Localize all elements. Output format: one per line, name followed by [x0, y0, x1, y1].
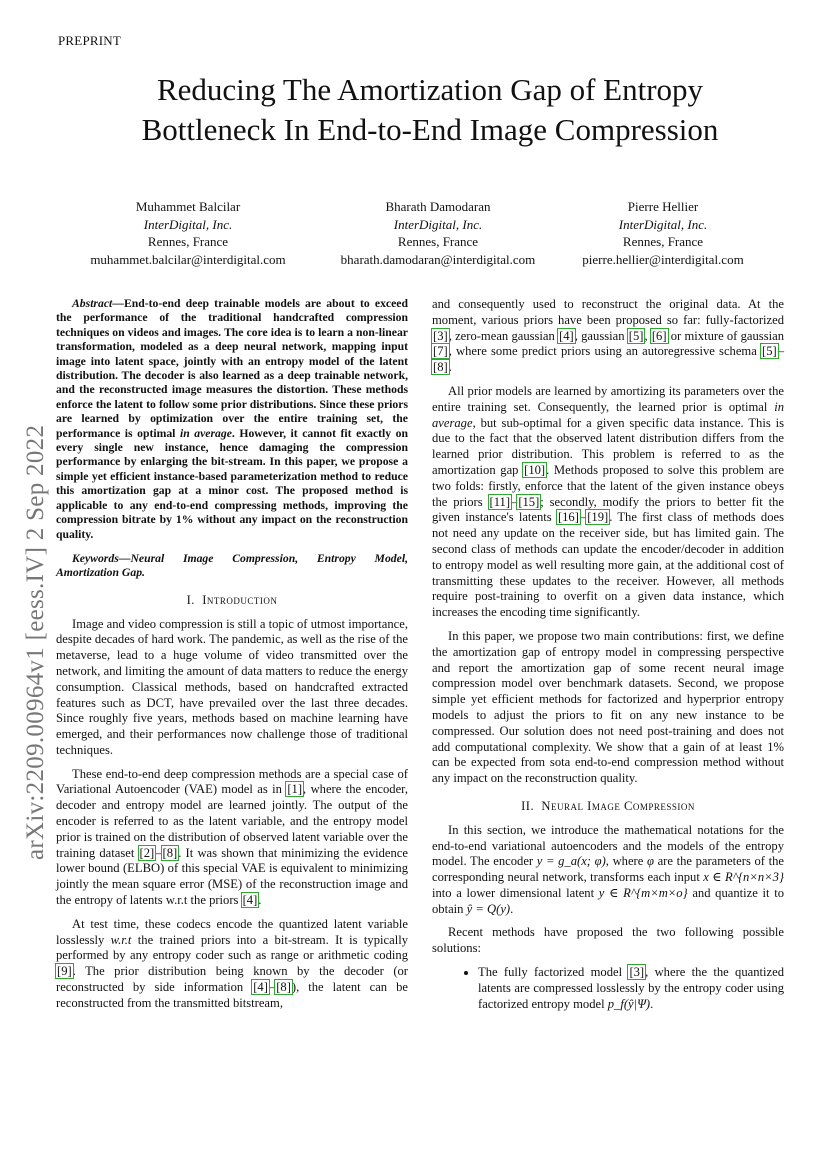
text-run: .	[258, 893, 262, 908]
section-heading-introduction	[56, 593, 408, 609]
title-line-1: Reducing The Amortization Gap of Entropy	[156, 72, 704, 107]
text-run: , where the encoder, decoder and entropy model are learned jointly. The output of the encoder is referred to as the latent variable, and the entropy model prior is trained on the distribution of observed latent variable over the training dataset	[56, 782, 408, 860]
text-run: All prior models are learned by amortizing its parameters over the entire training set. Consequently, the learned prior is optimal	[432, 383, 784, 414]
citation-link[interactable]: [1]	[287, 782, 303, 797]
text-run: w.r.t	[110, 932, 132, 947]
paragraph: Recent methods have proposed the two following possible solutions:	[432, 925, 784, 956]
section-number: II.	[521, 798, 535, 813]
math-inline: y = g_a(x; φ)	[536, 854, 606, 869]
text-run: are the parameters of the corresponding neural network, transforms each input	[432, 854, 784, 885]
paragraph	[432, 823, 784, 918]
citation-link[interactable]: [5]	[628, 328, 644, 343]
paragraph: At test time, these codecs encode the quantized latent variable losslessly w.r.t the trained priors into a bit-stream. It is typically performed by any entropy coder such as range or arithmetic coding [9]. The prior distribution being known by the decoder (or reconstructed by side information [4]–[8]), the latent can be reconstructed from the transmitted bitstream,	[56, 916, 408, 1010]
author-3	[568, 198, 758, 268]
list-item	[478, 965, 784, 1012]
math-inline: p_f(ŷ|Ψ)	[607, 996, 651, 1011]
citation-link[interactable]: [10]	[524, 462, 546, 477]
section-heading-neural-image-compression	[432, 799, 784, 815]
text-run: and consequently used to reconstruct the original data. At the moment, various priors have been proposed so far: fully-factorized	[432, 297, 784, 327]
paragraph: Image and video compression is still a topic of utmost importance, despite decades of hard work. The pandemic, as well as the rise of the metaverse, lead to a huge volume of video transmitted over the network, and limiting the amount of data matters to reduce the energy consumption. Classical methods, based on handcrafted extracted features such as DCT, have prevailed over the last three decades. Since roughly five years, methods based on machine learning have emerged, and their performances now challenge those of traditional techniques.	[56, 616, 408, 757]
section-number: I.	[186, 592, 195, 607]
author-2	[326, 198, 550, 268]
citation-link[interactable]: [16]	[557, 510, 579, 525]
citation-link[interactable]: [8]	[162, 845, 178, 860]
text-run: , where the the quantized latents are compressed losslessly by the entropy coder using factorized entropy model	[478, 965, 785, 1011]
author-affiliation: InterDigital, Inc.	[393, 216, 483, 232]
text-run: , where	[605, 854, 647, 869]
arxiv-stamp[interactable]: arXiv:2209.00964v1 [eess.IV] 2 Sep 2022	[22, 424, 49, 860]
keywords	[56, 552, 408, 581]
text-run: ,	[644, 328, 651, 343]
citation-link[interactable]: [15]	[518, 494, 540, 509]
paragraph: All prior models are learned by amortizing its parameters over the entire training set. Consequently, the learned prior is optimal in average, but sub-optimal for a given specific data instance. This is due to the fact that the observed latent distribution differs from the learned prior distribution. This problem is referred to as the amortization gap [10]. Methods proposed to solve this problem are two folds: firstly, enforce that the latent of the given instance obeys the priors [11]–[15]; secondly, modify the priors to better fit the given instance's latents [16]–[19]. The first class of methods does not need any update on the receiver side, but has limited gain. The second class of methods can update the encoder/decoder in addition to entropy model as well resulting more gain, at the additional cost of transmitting these updates to the receiver. However, all methods require post-training to overfit on a given data instance, which increases the encoding time significantly.	[432, 383, 784, 620]
citation-link[interactable]: [8]	[276, 980, 291, 995]
text-run: These end-to-end deep compression methods are a special case of Variational Autoencoder (VAE) model as in	[56, 766, 408, 797]
author-email[interactable]: bharath.damodaran@interdigital.com	[340, 251, 536, 267]
citation-link[interactable]: [6]	[651, 328, 667, 343]
author-affiliation: InterDigital, Inc.	[143, 216, 233, 232]
math-inline: ŷ = Q(y)	[466, 901, 511, 916]
citation-link[interactable]: [4]	[253, 980, 268, 995]
right-column	[432, 297, 784, 1012]
author-affiliation: InterDigital, Inc.	[618, 216, 708, 232]
citation-link[interactable]: [2]	[139, 845, 155, 860]
text-run: .	[510, 901, 514, 916]
citation-link[interactable]: [4]	[559, 328, 574, 343]
bullet-list	[432, 965, 784, 1012]
text-run: .	[448, 360, 452, 375]
math-inline: φ	[646, 854, 654, 869]
abstract-lead: Abstract	[72, 297, 113, 310]
abstract	[56, 297, 408, 542]
text-run: In this section, we introduce the mathematical notations for the end-to-end variational autoencoders and the models of the entropy model. The encoder	[432, 822, 784, 869]
preprint-label: PREPRINT	[58, 33, 122, 48]
text-run: the trained priors into a bit-stream. It is typically performed by any entropy coder such as range or arithmetic coding	[56, 932, 408, 963]
citation-link[interactable]: [11]	[489, 494, 511, 509]
text-run: . The first class of methods does not need any update on the receiver side, but has limited gain. The second class of methods can update the encoder/decoder in addition to entropy model as well resulting more gain, at the additional cost of transmitting these updates to the receiver. However, all methods require post-training to overfit on a given data instance, which increases the encoding time significantly.	[432, 510, 784, 620]
text-run: and quantize it to obtain	[432, 885, 784, 916]
keywords-text: —Neural Image Compression, Entropy Model, Amortization Gap.	[56, 551, 408, 580]
citation-link[interactable]: [7]	[433, 344, 448, 359]
section-title: Neural Image Compression	[541, 798, 695, 813]
citation-link[interactable]: [3]	[629, 965, 645, 980]
citation-link[interactable]: [8]	[433, 360, 448, 375]
text-run: or mixture of gaussian	[667, 328, 784, 343]
abstract-emphasis: in average	[179, 426, 232, 440]
title-line-2: Bottleneck In End-to-End Image Compression	[141, 112, 719, 147]
citation-link[interactable]: [19]	[587, 510, 609, 525]
left-column	[56, 297, 408, 1020]
math-inline: x ∈ R^{n×n×3}	[703, 870, 784, 885]
author-location: Rennes, France	[622, 234, 704, 249]
text-run: . It was shown that minimizing the evidence lower bound (ELBO) of this special VAE is equivalent to minimizing jointly the mean square error (MSE) of the reconstruction image and the entropy of latents w.r.t the priors	[56, 845, 408, 908]
text-run: , where some predict priors using an autoregressive schema	[448, 344, 762, 359]
citation-link[interactable]: [4]	[242, 893, 258, 908]
abstract-text: —End-to-end deep trainable models are about to exceed the performance of the traditional handcrafted compression techniques on videos and images. The core idea is to learn a non-linear transformation, modeled as a deep neural network, mapping input image into latent space, jointly with an entropy model of the latent distribution. The decoder is also learned as a deep trainable network, and the reconstructed image measures the distortion. These methods enforce the latent to follow some prior distributions. Since these priors are learned by optimization over the entire training set, the performance is optimal	[56, 297, 408, 440]
text-run: .	[650, 996, 654, 1011]
citation-link[interactable]: [9]	[57, 964, 72, 979]
section-title: Introduction	[202, 592, 278, 607]
text-run: ; secondly, modify the priors to better fit the given instance's latents	[432, 494, 784, 525]
text-run: . Methods proposed to solve this problem are two folds: firstly, enforce that the latent of the given instance obeys the priors	[432, 462, 784, 509]
math-inline: y ∈ R^{m×m×o}	[598, 885, 688, 900]
paragraph: These end-to-end deep compression methods are a special case of Variational Autoencoder (VAE) model as in [1], where the encoder, decoder and entropy model are learned jointly. The output of the encoder is referred to as the latent variable, and the entropy model prior is trained on the distribution of observed latent variable over the training dataset [2]–[8]. It was shown that minimizing the evidence lower bound (ELBO) of this special VAE is equivalent to minimizing jointly the mean square error (MSE) of the reconstruction image and the entropy of latents w.r.t the priors [4].	[56, 766, 408, 908]
paper-title	[60, 70, 800, 150]
author-email[interactable]: pierre.hellier@interdigital.com	[582, 251, 744, 267]
author-name: Pierre Hellier	[627, 199, 699, 214]
author-location: Rennes, France	[397, 234, 479, 249]
abstract-text: . However, it cannot fit exactly on every single new instance, hence damaging the compression performance by enlarging the bit-stream. In this paper, we propose a simple yet efficient instance-based parameterization method to reduce this amortization gap at a minor cost. The proposed method is applicable to any end-to-end compressing methods, improving the compression bitrate by 1% without any impact on the reconstruction quality.	[56, 426, 408, 541]
text-run: The fully factorized model	[478, 965, 629, 980]
paragraph: In this paper, we propose two main contributions: first, we define the amortization gap of entropy model in compressing perspective and report the amortization gap of some recent neural image compression model over benchmark datasets. Second, we propose simple yet efficient methods for factorized and hyperprior entropy models to adjust the priors to fit on any new instance to be compressed. Our solution does not need post-training and does not add computational complexity. We show that a gain of at least 1% can be expected from sota end-to-end compression method without any impact on the reconstruction quality.	[432, 628, 784, 786]
author-location: Rennes, France	[147, 234, 229, 249]
author-name: Bharath Damodaran	[385, 199, 491, 214]
text-run: ), the latent can be reconstructed from the transmitted bitstream,	[56, 980, 408, 1010]
text-run: . The prior distribution being known by the decoder (or reconstructed by side information	[56, 964, 408, 995]
author-email[interactable]: muhammet.balcilar@interdigital.com	[90, 251, 286, 267]
text-run: At test time, these codecs encode the quantized latent variable losslessly	[56, 916, 408, 947]
citation-link[interactable]: [3]	[433, 328, 448, 343]
text-run: , but sub-optimal for a given specific data instance. This is due to the fact that the observed latent distribution differs from the learned prior distribution. This problem is referred to as the amortization gap	[432, 415, 784, 477]
text-run: in average	[432, 399, 784, 430]
text-run: , gaussian	[574, 328, 628, 343]
author-1	[80, 198, 296, 268]
text-run: , zero-mean gaussian	[448, 328, 559, 343]
paragraph: and consequently used to reconstruct the original data. At the moment, various priors have been proposed so far: fully-factorized [3], zero-mean gaussian [4], gaussian [5], [6] or mixture of gaussian [7], where some predict priors using an autoregressive schema [5]–[8].	[432, 297, 784, 375]
keywords-lead: Keywords	[72, 551, 119, 565]
author-name: Muhammet Balcilar	[135, 199, 241, 214]
citation-link[interactable]: [5]	[762, 344, 777, 359]
text-run: into a lower dimensional latent	[432, 885, 599, 900]
